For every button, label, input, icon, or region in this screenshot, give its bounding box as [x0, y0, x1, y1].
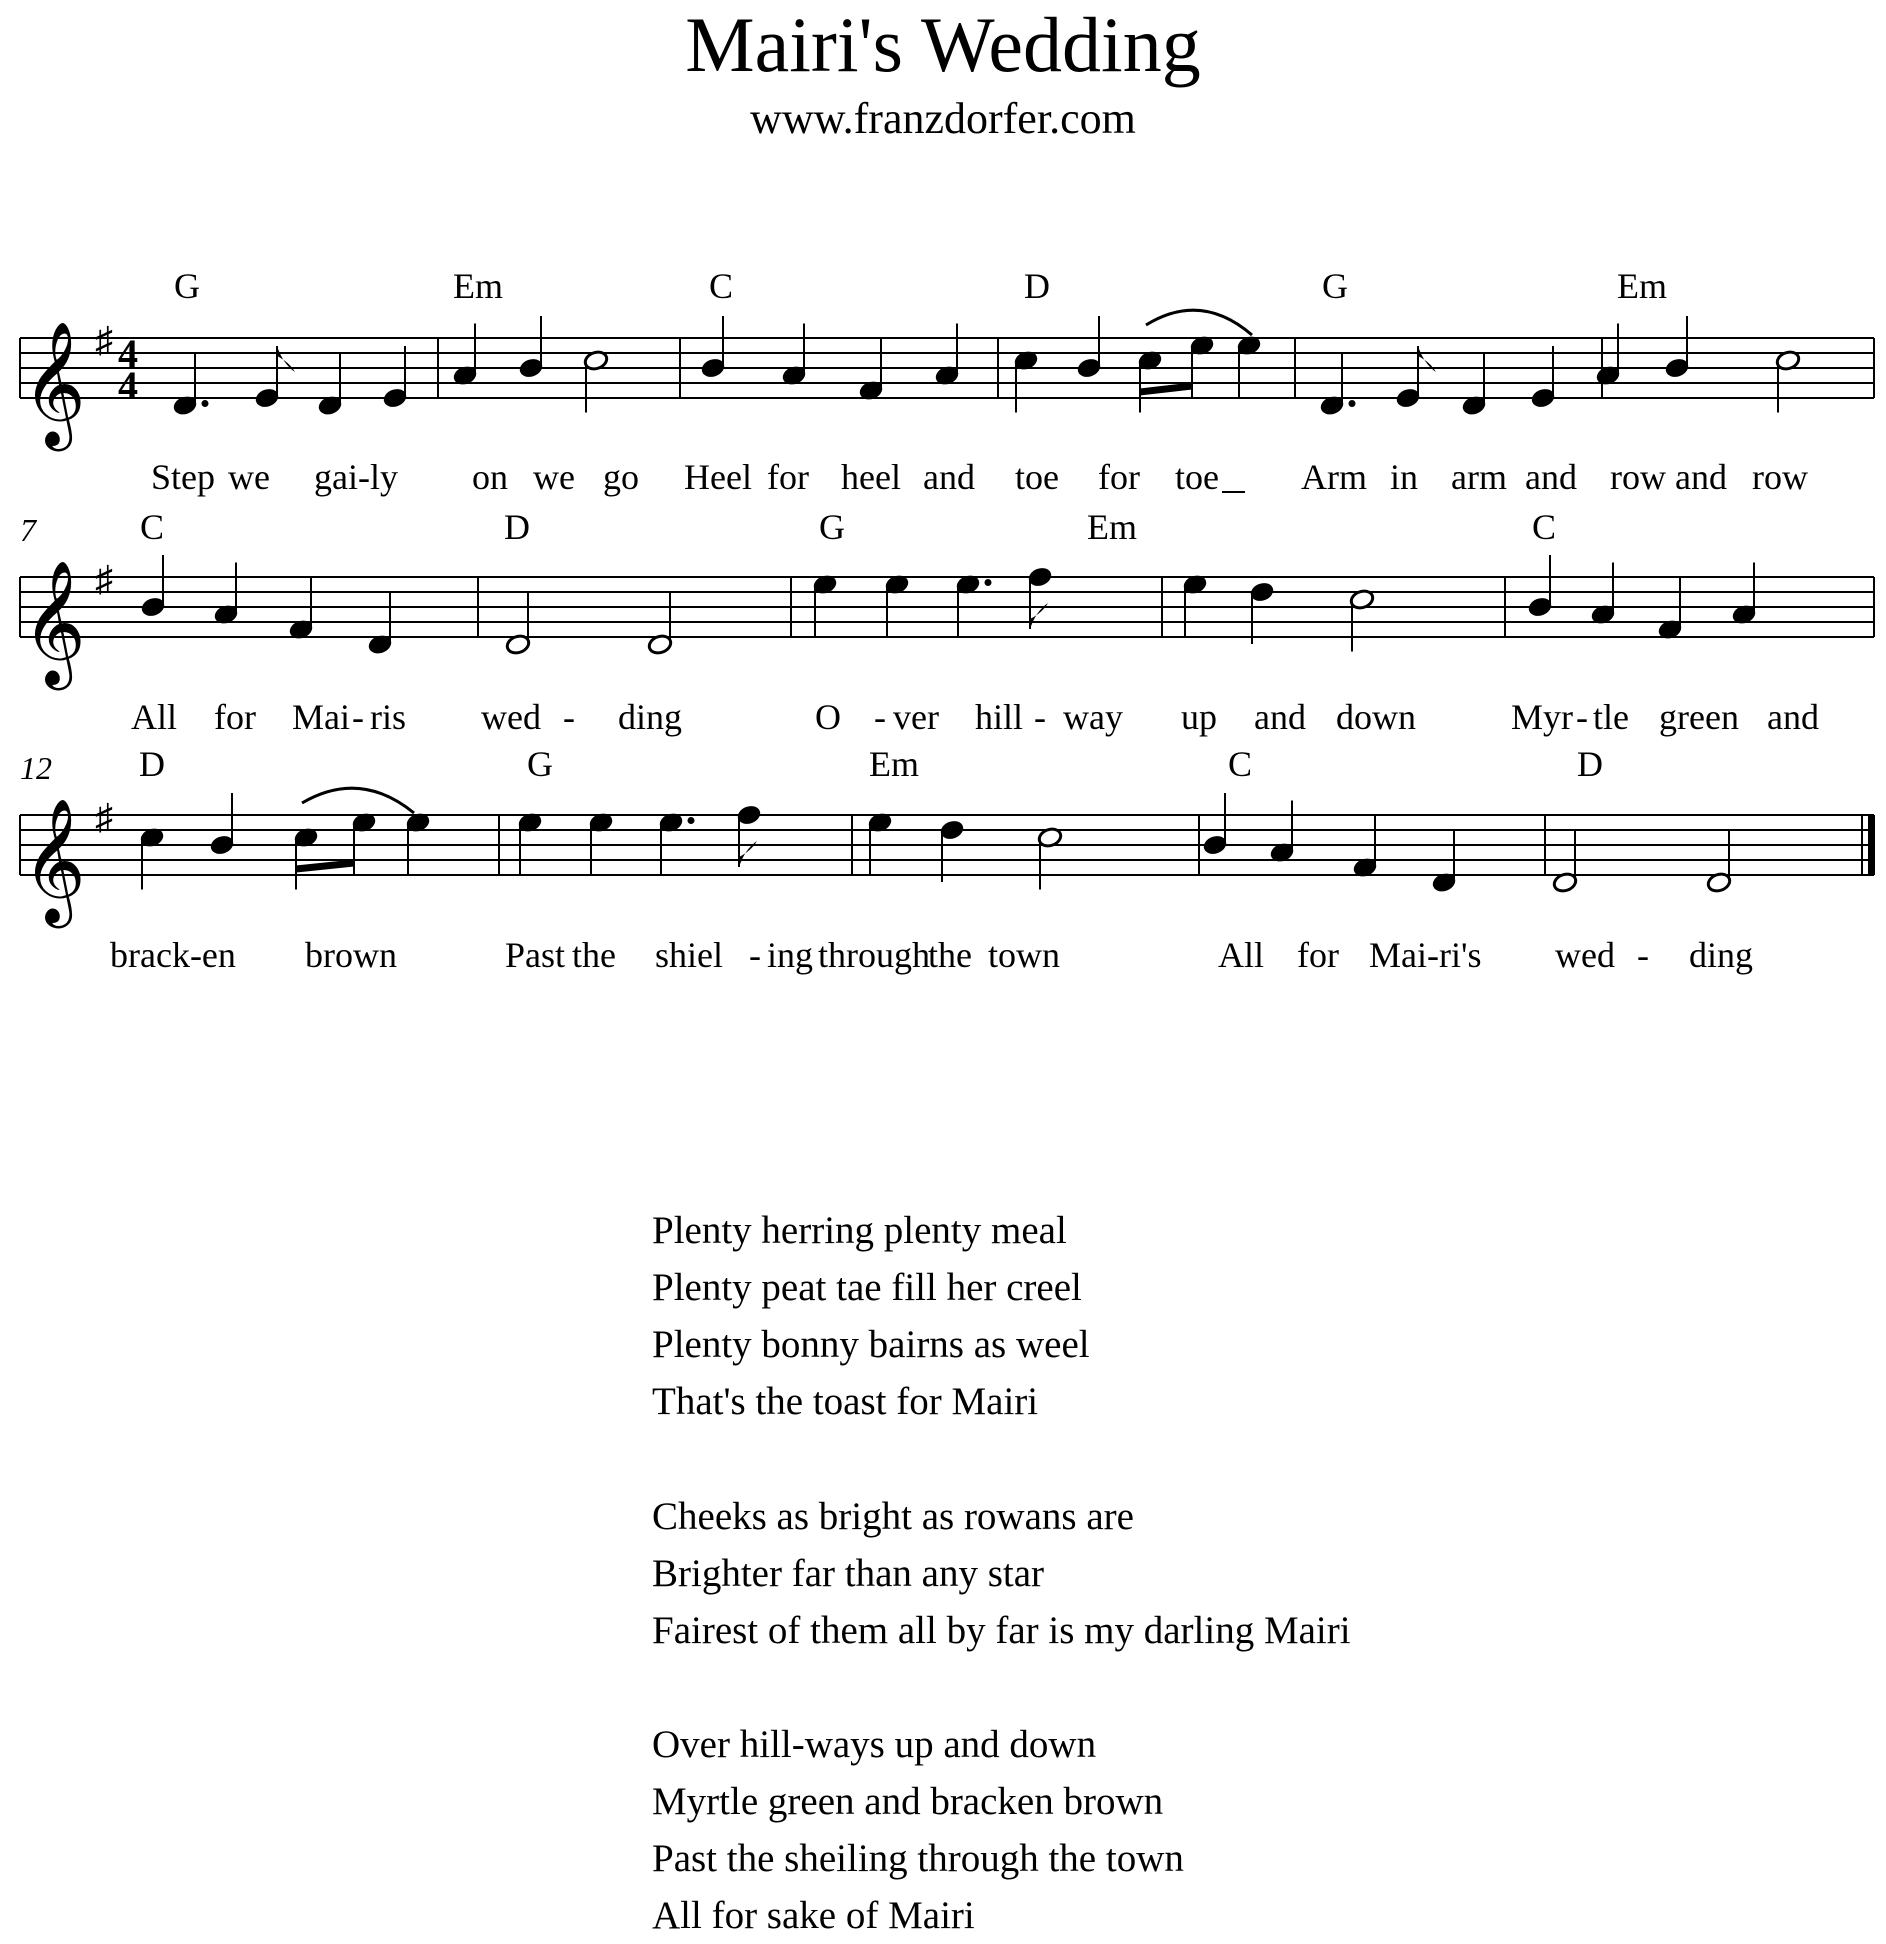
chord-symbol: C	[139, 507, 165, 547]
lyric-syllable: through	[818, 935, 930, 975]
chord-symbol: D	[139, 744, 165, 784]
lyric-hyphen: -	[874, 697, 886, 737]
lyric-syllable: O	[815, 697, 841, 737]
lyric-syllable: toe	[1175, 457, 1219, 497]
lyric-syllable: and	[1254, 697, 1306, 737]
lyric-syllable: hill	[975, 697, 1024, 737]
dot	[202, 400, 209, 407]
lyric-syllable: for	[1098, 457, 1140, 497]
lyric-syllable: way	[1063, 697, 1123, 737]
staff-system	[20, 793, 1875, 894]
lyric-syllable: heel	[841, 457, 901, 497]
lyric-syllable: the	[928, 935, 972, 975]
verse-line: Cheeks as bright as rowans are	[652, 1495, 1134, 1538]
chord-symbol: G	[174, 266, 200, 306]
lyric-syllable: Step	[151, 457, 216, 497]
lyric-syllable: row	[1610, 457, 1666, 497]
lyric-hyphen: -	[563, 697, 575, 737]
lyric-hyphen: -	[1637, 935, 1649, 975]
chord-symbol: Em	[869, 744, 919, 784]
lyric-syllable: for	[767, 457, 809, 497]
lyric-syllable: ris	[370, 697, 406, 737]
lyric-syllable: town	[988, 935, 1060, 975]
lyric-syllable: green	[1659, 697, 1739, 737]
time-signature-top: 4	[118, 331, 138, 376]
lyric-syllable: and	[923, 457, 975, 497]
lyric-syllable: Mai	[292, 697, 350, 737]
lyric-syllable: we	[533, 457, 575, 497]
verse-line: That's the toast for Mairi	[652, 1380, 1039, 1423]
chord-symbol: C	[708, 266, 734, 306]
measure-number: 12	[20, 750, 52, 786]
lyric-syllable: we	[228, 457, 270, 497]
lyric-syllable: arm	[1451, 457, 1507, 497]
chord-symbol: G	[819, 507, 845, 547]
lyric-syllable: down	[1336, 697, 1416, 737]
lyric-syllable: and	[1767, 697, 1819, 737]
treble-clef-icon: 𝄞	[22, 802, 86, 921]
lyric-syllable: and	[1525, 457, 1577, 497]
lyric-hyphen: -	[352, 697, 364, 737]
lyric-syllable: shiel	[655, 935, 723, 975]
chord-symbol: D	[504, 507, 530, 547]
chord-symbol: Em	[453, 266, 503, 306]
treble-clef-icon: 𝄞	[22, 564, 86, 683]
chord-symbol: C	[1227, 744, 1253, 784]
chord-symbol: C	[1531, 507, 1557, 547]
dot	[1349, 400, 1356, 407]
dot	[985, 579, 992, 586]
verse-line: Over hill-ways up and down	[652, 1723, 1097, 1766]
lyric-syllable: Myr	[1511, 697, 1573, 737]
lyric-syllable: Mai-ri's	[1369, 935, 1482, 975]
lyric-syllable: wed	[481, 697, 541, 737]
verse-line: Past the sheiling through the town	[652, 1837, 1184, 1880]
song-title: Mairi's Wedding	[685, 1, 1201, 88]
lyric-syllable: wed	[1555, 935, 1615, 975]
lyric-syllable: ver	[893, 697, 939, 737]
tie-slur	[302, 788, 414, 813]
time-signature-bottom: 4	[118, 363, 138, 408]
lyric-hyphen: -	[1034, 697, 1046, 737]
dot	[688, 817, 695, 824]
lyric-syllable: row	[1752, 457, 1808, 497]
website-credit: www.franzdorfer.com	[750, 94, 1136, 143]
chord-symbol: Em	[1087, 507, 1137, 547]
lyric-hyphen: -	[1576, 697, 1588, 737]
lyric-hyphen: -	[749, 935, 761, 975]
chord-symbol: G	[1322, 266, 1348, 306]
lyric-syllable: All	[131, 697, 178, 737]
lyric-syllable: All	[1218, 935, 1265, 975]
lyric-syllable: gai-ly	[314, 457, 398, 497]
lyric-syllable: up	[1181, 697, 1217, 737]
lyric-syllable: for	[214, 697, 256, 737]
lyric-syllable: Past	[505, 935, 566, 975]
verse-line: All for sake of Mairi	[652, 1894, 975, 1937]
chord-symbol: G	[527, 744, 553, 784]
lyric-syllable: ding	[1689, 935, 1754, 975]
verse-line: Brighter far than any star	[652, 1552, 1045, 1595]
verse-line: Fairest of them all by far is my darling Mairi	[652, 1609, 1351, 1652]
verse-line: Plenty peat tae fill her creel	[652, 1266, 1082, 1309]
lyric-syllable: brack-en	[110, 935, 236, 975]
lyric-syllable: Heel	[684, 457, 752, 497]
verse-line: Plenty bonny bairns as weel	[652, 1323, 1090, 1366]
lyric-syllable: toe	[1015, 457, 1059, 497]
lyric-syllable: in	[1390, 457, 1419, 497]
lyric-syllable: Arm	[1301, 457, 1367, 497]
chord-symbol: D	[1024, 266, 1050, 306]
lyric-syllable: brown	[305, 935, 397, 975]
key-signature-sharp-icon: ♯	[95, 559, 113, 599]
verse-1	[652, 1202, 1090, 1430]
beam	[296, 863, 354, 869]
lyric-syllable: for	[1297, 935, 1339, 975]
lyric-syllable: tle	[1593, 697, 1629, 737]
lyric-syllable: and	[1675, 457, 1727, 497]
chord-symbol: D	[1577, 744, 1603, 784]
key-signature-sharp-icon: ♯	[95, 320, 113, 360]
beam	[1140, 386, 1192, 392]
treble-clef-icon: 𝄞	[22, 325, 86, 444]
lyric-syllable: the	[572, 935, 616, 975]
verse-line: Plenty herring plenty meal	[652, 1209, 1067, 1252]
verse-line: Myrtle green and bracken brown	[652, 1780, 1164, 1823]
chord-symbol: Em	[1617, 266, 1667, 306]
verse-3	[652, 1716, 1184, 1944]
lyric-syllable: ing	[767, 935, 814, 975]
staff-system	[20, 316, 1874, 417]
lyric-syllable: go	[603, 457, 639, 497]
lyric-syllable: ding	[618, 697, 683, 737]
verse-2	[652, 1488, 1351, 1659]
measure-number: 7	[20, 512, 36, 548]
tie-slur	[1146, 310, 1252, 335]
final-bar-thick	[1868, 815, 1875, 875]
lyric-syllable: on	[472, 457, 508, 497]
key-signature-sharp-icon: ♯	[95, 797, 113, 837]
staff-system	[20, 555, 1874, 656]
